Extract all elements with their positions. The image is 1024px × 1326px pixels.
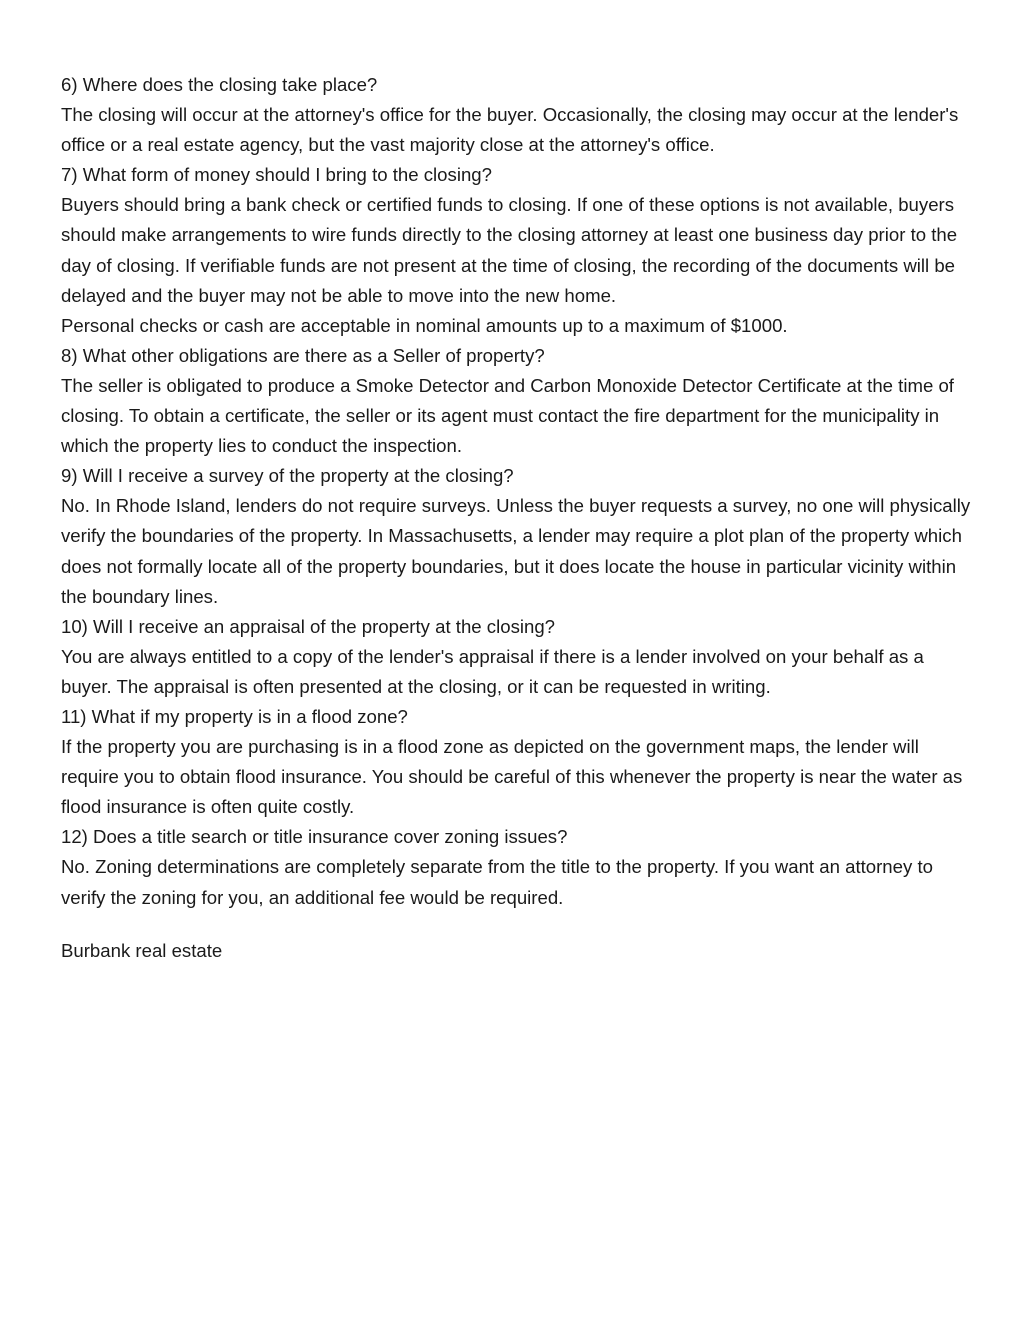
- faq-question-9: 9) Will I receive a survey of the property at the closing?: [61, 465, 514, 487]
- faq-question-11: 11) What if my property is in a flood zone?: [61, 705, 408, 727]
- faq-answer-9: No. In Rhode Island, lenders do not require surveys. Unless the buyer requests a survey, no one will physically verify the boundaries of the property. In Massachusetts, a lender may require a plot plan of the property which does not formally locate all of the property boundaries, but it does locate the house in particular vicinity within the boundary lines.: [61, 495, 971, 607]
- footer-link-burbank-real-estate[interactable]: Burbank real estate: [61, 939, 223, 961]
- faq-question-10: 10) Will I receive an appraisal of the property at the closing?: [61, 615, 556, 637]
- faq-question-8: 8) What other obligations are there as a Seller of property?: [61, 344, 545, 366]
- faq-answer-10: You are always entitled to a copy of the lender's appraisal if there is a lender involved on your behalf as a buyer. The appraisal is often presented at the closing, or it can be requested in writing.: [61, 645, 924, 697]
- faq-answer-8: The seller is obligated to produce a Smoke Detector and Carbon Monoxide Detector Certificate at the time of closing. To obtain a certificate, the seller or its agent must contact the fire department for the municipality in which the property lies to conduct the inspection.: [61, 374, 954, 457]
- faq-answer-11: If the property you are purchasing is in a flood zone as depicted on the government maps, the lender will require you to obtain flood insurance. You should be careful of this whenever the property is near the water as flood insurance is often quite costly.: [61, 736, 963, 818]
- faq-question-6: 6) Where does the closing take place?: [61, 74, 378, 95]
- faq-answer-7: Buyers should bring a bank check or certified funds to closing. If one of these options is not available, buyers should make arrangements to wire funds directly to the closing attorney at least one business day prior to the day of closing. If verifiable funds are not present at the time of closing, the recording of the documents will be delayed and the buyer may not be able to move into the new home.: [61, 194, 958, 306]
- faq-answer-7-extra: Personal checks or cash are acceptable in nominal amounts up to a maximum of $1000.: [61, 314, 788, 336]
- faq-question-7: 7) What form of money should I bring to the closing?: [61, 164, 492, 186]
- faq-content: [61, 70, 971, 966]
- faq-question-12: 12) Does a title search or title insurance cover zoning issues?: [61, 826, 568, 848]
- faq-answer-6: The closing will occur at the attorney's office for the buyer. Occasionally, the closing may occur at the lender's office or a real estate agency, but the vast majority close at the attorney's office.: [61, 104, 959, 156]
- faq-answer-12: No. Zoning determinations are completely separate from the title to the property. If you want an attorney to verify the zoning for you, an additional fee would be required.: [61, 856, 933, 908]
